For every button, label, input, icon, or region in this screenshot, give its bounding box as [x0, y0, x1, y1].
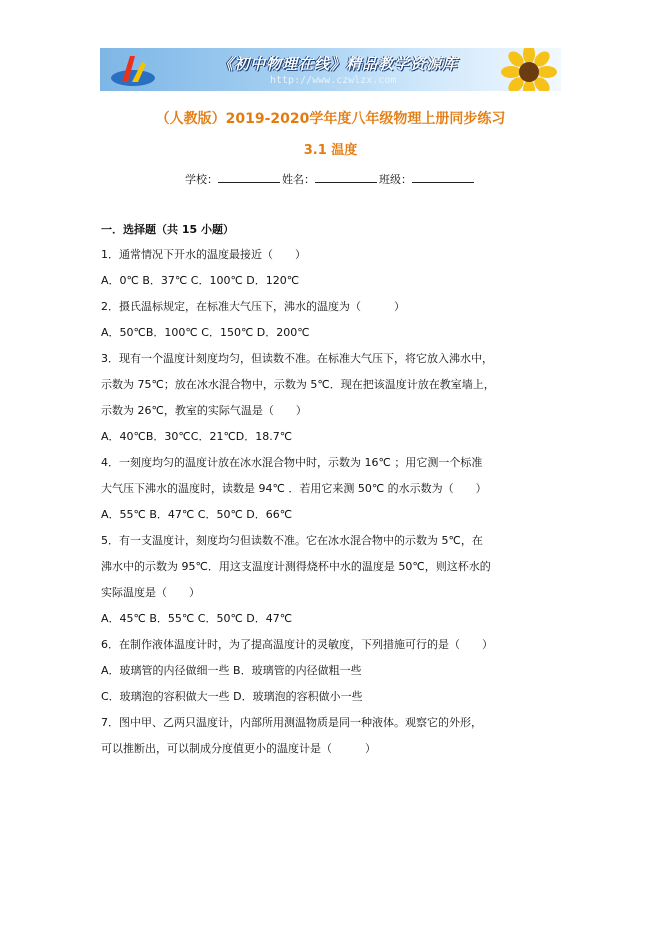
question-line: 3．现有一个温度计刻度均匀，但读数不准。在标准大气压下，将它放入沸水中， [101, 352, 493, 365]
question-line: 1．通常情况下开水的温度最接近（ ） [101, 248, 306, 261]
answer-options: A．玻璃管的内径做细一些 B．玻璃管的内径做粗一些 [101, 664, 362, 677]
name-blank [315, 171, 377, 183]
header-banner [100, 48, 561, 91]
info-fields [0, 171, 661, 187]
answer-options: A．45℃ B．55℃ C．50℃ D．47℃ [101, 612, 293, 625]
name-label: 姓名： [282, 173, 315, 186]
question-line: 沸水中的示数为 95℃．用这支温度计测得烧杯中水的温度是 50℃，则这杯水的 [101, 560, 491, 573]
question-line: 6．在制作液体温度计时，为了提高温度计的灵敏度，下列措施可行的是（ ） [101, 638, 493, 651]
class-label: 班级： [379, 173, 412, 186]
question-line: 7．图中甲、乙两只温度计，内部所用测温物质是同一种液体。观察它的外形， [101, 716, 482, 729]
answer-options: A．50℃B．100℃ C．150℃ D．200℃ [101, 326, 310, 339]
question-line: 2．摄氏温标规定，在标准大气压下，沸水的温度为（ ） [101, 300, 405, 313]
banner-title: 《初中物理在线》精品教学资源库 [218, 55, 459, 73]
answer-options: A．0℃ B．37℃ C．100℃ D．120℃ [101, 274, 300, 287]
section-heading: 一．选择题（共 15 小题） [101, 223, 234, 236]
question-line: 大气压下沸水的温度时，读数是 94℃ ．若用它来测 50℃ 的水示数为（ ） [101, 482, 487, 495]
logo-icon [108, 52, 158, 88]
question-line: 实际温度是（ ） [101, 586, 200, 599]
question-line: 可以推断出，可以制成分度值更小的温度计是（ ） [101, 742, 376, 755]
question-line: 示数为 26℃，教室的实际气温是（ ） [101, 404, 307, 417]
question-line: 示数为 75℃；放在冰水混合物中，示数为 5℃．现在把该温度计放在教室墙上， [101, 378, 495, 391]
school-blank [218, 171, 280, 183]
question-line: 4．一刻度均匀的温度计放在冰水混合物中时，示数为 16℃ ；用它测一个标准 [101, 456, 483, 469]
answer-options: A．55℃ B．47℃ C．50℃ D．66℃ [101, 508, 293, 521]
page-title: （人教版）2019-2020学年度八年级物理上册同步练习 [155, 111, 506, 127]
answer-options: A．40℃B．30℃C．21℃D．18.7℃ [101, 430, 293, 443]
page-subtitle: 3.1 温度 [303, 143, 358, 158]
sunflower-icon [499, 48, 559, 91]
class-blank [412, 171, 474, 183]
question-line: 5．有一支温度计，刻度均匀但读数不准。它在冰水混合物中的示数为 5℃，在 [101, 534, 483, 547]
banner-url: http://www.czwlzx.com [270, 75, 397, 86]
school-label: 学校： [185, 173, 218, 186]
answer-options: C．玻璃泡的容积做大一些 D．玻璃泡的容积做小一些 [101, 690, 363, 703]
